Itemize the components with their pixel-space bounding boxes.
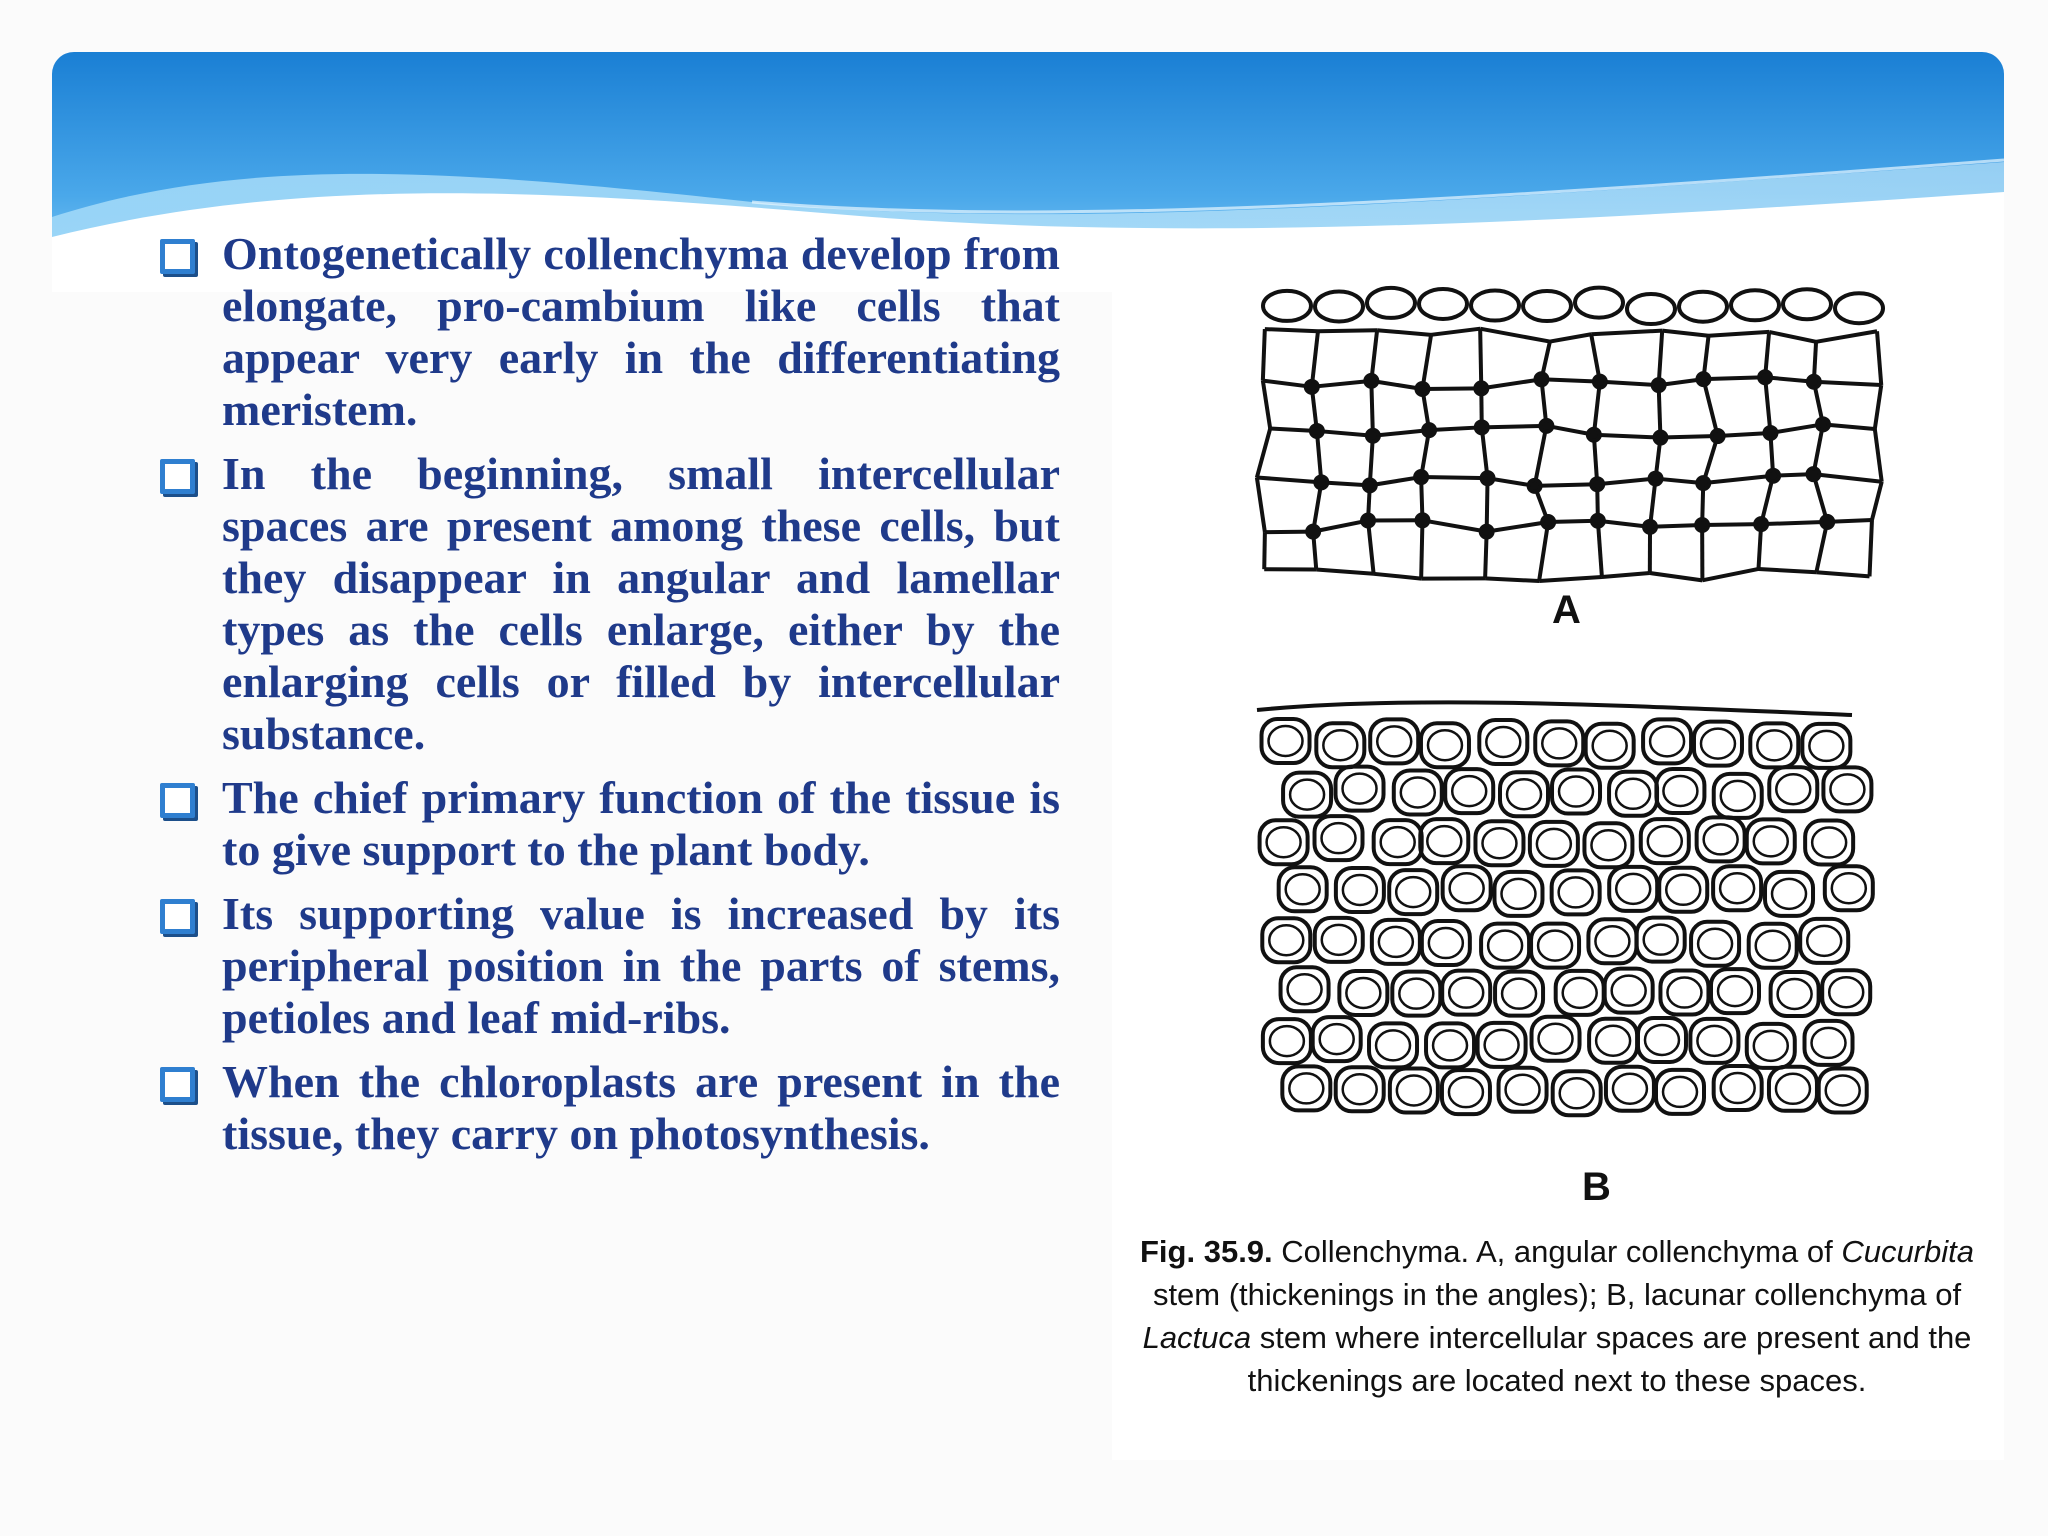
cell-outline [1776, 774, 1810, 804]
cell-outline [1598, 521, 1602, 577]
cell-outline [1485, 1030, 1519, 1060]
cell-outline [1535, 373, 1547, 385]
cell-outline [1422, 335, 1431, 389]
cell-outline [1563, 978, 1597, 1008]
cell-outline [1539, 522, 1548, 581]
cell-outline [1704, 824, 1738, 854]
cell-outline [1650, 726, 1684, 756]
cell-outline [1539, 1024, 1573, 1054]
cell-outline [1312, 331, 1318, 387]
cell-outline [1397, 1075, 1431, 1105]
cell-outline [1401, 777, 1435, 807]
cell-outline [1257, 429, 1270, 478]
cell-outline [1588, 429, 1600, 441]
cell-outline [1487, 522, 1549, 532]
cell-outline [1419, 289, 1467, 319]
cell-outline [1821, 516, 1833, 528]
cell-outline [1595, 926, 1629, 956]
cell-outline [1764, 427, 1776, 439]
cell-outline [1316, 570, 1373, 574]
cell-outline [1323, 730, 1357, 760]
bullet-item [160, 1056, 1060, 1160]
cell-outline [1718, 976, 1752, 1006]
cell-outline [1755, 518, 1767, 530]
cell-outline [1265, 329, 1318, 331]
cell-outline [1597, 479, 1655, 485]
cell-outline [1816, 572, 1869, 576]
cell-outline [1257, 478, 1265, 533]
cell-outline [1475, 382, 1487, 394]
cell-outline [1720, 873, 1754, 903]
checkbox-bullet-icon [160, 1067, 195, 1102]
bullet-item [160, 448, 1060, 760]
cell-outline [1870, 520, 1872, 576]
cell-outline [1481, 379, 1541, 388]
cell-outline [1307, 526, 1319, 538]
cell-outline [1322, 925, 1356, 955]
cell-outline [1832, 873, 1866, 903]
cell-outline [1377, 726, 1411, 756]
cell-outline [1754, 826, 1788, 856]
cell-outline [1591, 830, 1625, 860]
cell-outline [1759, 371, 1771, 383]
cell-outline [1421, 477, 1487, 478]
checkbox-bullet-icon [160, 899, 195, 934]
cell-outline [1506, 1075, 1540, 1105]
cell-outline [1662, 331, 1708, 336]
cell-outline [1602, 573, 1650, 577]
cell-outline [1542, 728, 1576, 758]
cell-outline [1559, 777, 1593, 807]
cell-outline [1312, 381, 1372, 387]
cell-outline [1783, 289, 1831, 319]
cell-outline [1709, 332, 1770, 336]
bullet-text: The chief primary function of the tissue is to give support to the plant body. [222, 772, 1060, 875]
cell-outline [1538, 931, 1572, 961]
cell-outline [1396, 877, 1430, 907]
caption-fig-number: Fig. 35.9. [1140, 1234, 1273, 1269]
cell-outline [1485, 578, 1539, 581]
cell-outline [1592, 515, 1604, 527]
cell-outline [1381, 827, 1415, 857]
bullet-item [160, 888, 1060, 1044]
cell-outline [1701, 729, 1735, 759]
caption-genus: Lactuca [1142, 1320, 1252, 1355]
cell-outline [1663, 776, 1697, 806]
cell-outline [1596, 1026, 1630, 1056]
cell-outline [1814, 382, 1881, 385]
cell-outline [1257, 478, 1321, 483]
cell-outline [1807, 468, 1819, 480]
cell-outline [1721, 1073, 1755, 1103]
bullet-text: Its supporting value is increased by its peripheral position in the parts of stems, petioles and leaf mid-ribs. [222, 888, 1060, 1043]
cell-outline [1429, 928, 1463, 958]
cell-outline [1263, 291, 1311, 321]
cell-outline [1575, 288, 1623, 318]
cell-outline [1365, 375, 1377, 387]
cell-outline [1826, 1075, 1860, 1105]
checkbox-bullet-icon [160, 783, 195, 818]
checkbox-bullet-icon [160, 239, 195, 274]
checkbox-bullet-icon [160, 459, 195, 494]
cell-outline [1523, 291, 1571, 321]
cell-outline [1315, 476, 1327, 488]
cell-outline [1659, 331, 1663, 385]
cell-outline [1875, 385, 1881, 429]
cell-outline [1650, 573, 1703, 580]
cell-outline [1264, 532, 1265, 569]
cell-outline [1379, 927, 1413, 957]
cell-outline [1482, 828, 1516, 858]
cell-outline [1507, 779, 1541, 809]
cell-outline [1289, 1073, 1323, 1103]
cell-outline [1541, 379, 1599, 381]
cell-outline [1377, 330, 1431, 335]
bullet-list [160, 228, 1060, 1172]
cell-outline [1471, 291, 1519, 321]
cell-outline [1263, 381, 1270, 429]
cell-outline [1318, 330, 1377, 331]
caption-text: stem where intercellular spaces are present and the thickenings are located next to these spaces. [1247, 1320, 1972, 1398]
cell-outline [1872, 482, 1882, 520]
cell-outline [1263, 329, 1265, 381]
collenchyma-figure [1112, 240, 2004, 1460]
cell-outline [1450, 873, 1484, 903]
cell-outline [1270, 1026, 1304, 1056]
cell-outline [1343, 774, 1377, 804]
cell-outline [1667, 978, 1701, 1008]
cell-outline [1778, 979, 1812, 1009]
cell-outline [1772, 879, 1806, 909]
cell-outline [1808, 376, 1820, 388]
cell-outline [1712, 430, 1724, 442]
cell-outline [1813, 474, 1881, 482]
cell-outline [1399, 979, 1433, 1009]
caption-text: Collenchyma. A, angular collenchyma of [1272, 1234, 1842, 1269]
cell-outline [1758, 569, 1816, 572]
cell-outline [1476, 421, 1488, 433]
cell-outline [1431, 329, 1480, 335]
cell-outline [1591, 478, 1603, 490]
cell-outline [1537, 829, 1571, 859]
cell-outline [1317, 431, 1373, 436]
cell-outline [1812, 1028, 1846, 1058]
cell-outline [1679, 292, 1727, 322]
cell-outline [1488, 931, 1522, 961]
cell-outline [1660, 436, 1717, 438]
cell-outline [1627, 294, 1675, 324]
cell-outline [1653, 379, 1665, 391]
cell-outline [1480, 329, 1481, 389]
cell-outline [1731, 290, 1779, 320]
cell-outline [1540, 420, 1552, 432]
cell-outline [1702, 524, 1761, 525]
cell-outline [1343, 1074, 1377, 1104]
cell-outline [1594, 376, 1606, 388]
cell-outline [1482, 426, 1547, 427]
cell-outline [1703, 379, 1717, 436]
figure-caption [1117, 1230, 1997, 1402]
cell-outline [1542, 516, 1554, 528]
cell-outline [1612, 976, 1646, 1006]
cell-outline [1703, 476, 1773, 483]
cell-outline [1697, 373, 1709, 385]
cell-outline [1368, 521, 1374, 574]
cell-outline [1362, 515, 1374, 527]
cell-outline [1756, 931, 1790, 961]
cell-outline [1535, 426, 1547, 486]
cell-outline [1835, 293, 1883, 323]
figure-label-a: A [1552, 588, 1581, 632]
cell-outline [1501, 879, 1535, 909]
cell-outline [1644, 521, 1656, 533]
cell-outline [1702, 569, 1758, 580]
lacunar-collenchyma-drawing [1257, 702, 1873, 1115]
cell-outline [1754, 1031, 1788, 1061]
cell-outline [1696, 519, 1708, 531]
cell-outline [1415, 471, 1427, 483]
cell-outline [1650, 473, 1662, 485]
cell-outline [1364, 479, 1376, 491]
bullet-text: When the chloroplasts are present in the tissue, they carry on photosynthesis. [222, 1056, 1060, 1159]
cell-outline [1449, 1077, 1483, 1107]
angular-collenchyma-drawing [1257, 288, 1883, 581]
cell-outline [1416, 514, 1428, 526]
cell-outline [1877, 331, 1881, 385]
cell-outline [1830, 774, 1864, 804]
cell-outline [1371, 381, 1373, 436]
cell-outline [1654, 432, 1666, 444]
cell-outline [1776, 1074, 1810, 1104]
cell-outline [1367, 430, 1379, 442]
bullet-text: In the beginning, small intercellular spaces are present among these cells, but they disappear in angular and lamellar types as the cells enlarge, either by the enlarging cells or filled by intercellular substance. [222, 448, 1060, 759]
caption-genus: Cucurbita [1841, 1234, 1974, 1269]
cell-outline [1767, 470, 1779, 482]
cell-outline [1816, 331, 1877, 342]
cell-outline [1428, 730, 1462, 760]
cell-outline [1539, 577, 1602, 581]
cell-outline [1320, 1024, 1354, 1054]
cell-outline [1765, 377, 1770, 433]
cell-outline [1559, 877, 1593, 907]
cell-outline [1529, 480, 1541, 492]
cell-outline [1613, 1074, 1647, 1104]
cell-outline [1809, 731, 1843, 761]
cell-outline [1817, 418, 1829, 430]
cell-outline [1367, 288, 1415, 318]
cell-outline [1288, 974, 1322, 1004]
cell-outline [1449, 978, 1483, 1008]
figure-label-b: B [1582, 1165, 1611, 1209]
cell-outline [1697, 1026, 1731, 1056]
cell-outline [1373, 430, 1429, 436]
cell-outline [1480, 329, 1550, 342]
cell-outline [1697, 477, 1709, 489]
cell-outline [1343, 875, 1377, 905]
cell-outline [1416, 383, 1428, 395]
cell-outline [1422, 520, 1486, 531]
cell-outline [1875, 429, 1882, 482]
cell-outline [1267, 827, 1301, 857]
cell-outline [1829, 977, 1863, 1007]
cell-outline [1269, 925, 1303, 955]
cell-outline [1311, 425, 1323, 437]
cell-outline [1761, 522, 1827, 524]
cell-outline [1666, 875, 1700, 905]
bullet-text: Ontogenetically collenchyma develop from elongate, pro-cambium like cells that appear very early in the differentiating meristem. [222, 228, 1060, 435]
cell-outline [1812, 828, 1846, 858]
cell-outline [1703, 377, 1765, 379]
cell-outline [1376, 1030, 1410, 1060]
cell-outline [1535, 484, 1598, 486]
cell-outline [1306, 381, 1318, 393]
cell-outline [1286, 874, 1320, 904]
cell-outline [1560, 1078, 1594, 1108]
cell-outline [1315, 291, 1363, 321]
cell-outline [1421, 520, 1422, 578]
cell-outline [1645, 1025, 1679, 1055]
cell-outline [1487, 478, 1488, 531]
cell-outline [1486, 727, 1520, 757]
cell-outline [1427, 826, 1461, 856]
cell-outline [1616, 874, 1650, 904]
cell-outline [1374, 574, 1422, 579]
cell-outline [1423, 424, 1435, 436]
cell-outline [1807, 926, 1841, 956]
cell-outline [1313, 521, 1368, 532]
cell-outline [1346, 978, 1380, 1008]
cell-outline [1593, 731, 1627, 761]
cell-outline [1769, 332, 1816, 342]
cell-outline [1269, 726, 1303, 756]
cell-outline [1550, 334, 1591, 341]
cell-outline [1600, 382, 1659, 386]
cell-outline [1644, 925, 1678, 955]
cell-outline [1482, 472, 1494, 484]
bullet-item [160, 772, 1060, 876]
cell-outline [1452, 776, 1486, 806]
cell-outline [1290, 780, 1324, 810]
cell-outline [1591, 331, 1662, 335]
cell-outline [1663, 1077, 1697, 1107]
caption-text: stem (thickenings in the angles); B, lacunar collenchyma of [1152, 1277, 1962, 1312]
cell-outline [1322, 823, 1356, 853]
cell-outline [1422, 388, 1481, 389]
cell-outline [1502, 979, 1536, 1009]
cell-outline [1757, 730, 1791, 760]
cell-outline [1481, 526, 1493, 538]
cell-outline [1257, 702, 1852, 715]
cell-outline [1594, 435, 1661, 438]
cell-outline [1648, 826, 1682, 856]
cell-outline [1616, 779, 1650, 809]
bullet-item [160, 228, 1060, 436]
cell-outline [1594, 382, 1600, 435]
cell-outline [1698, 929, 1732, 959]
cell-outline [1721, 781, 1755, 811]
cell-outline [1433, 1030, 1467, 1060]
